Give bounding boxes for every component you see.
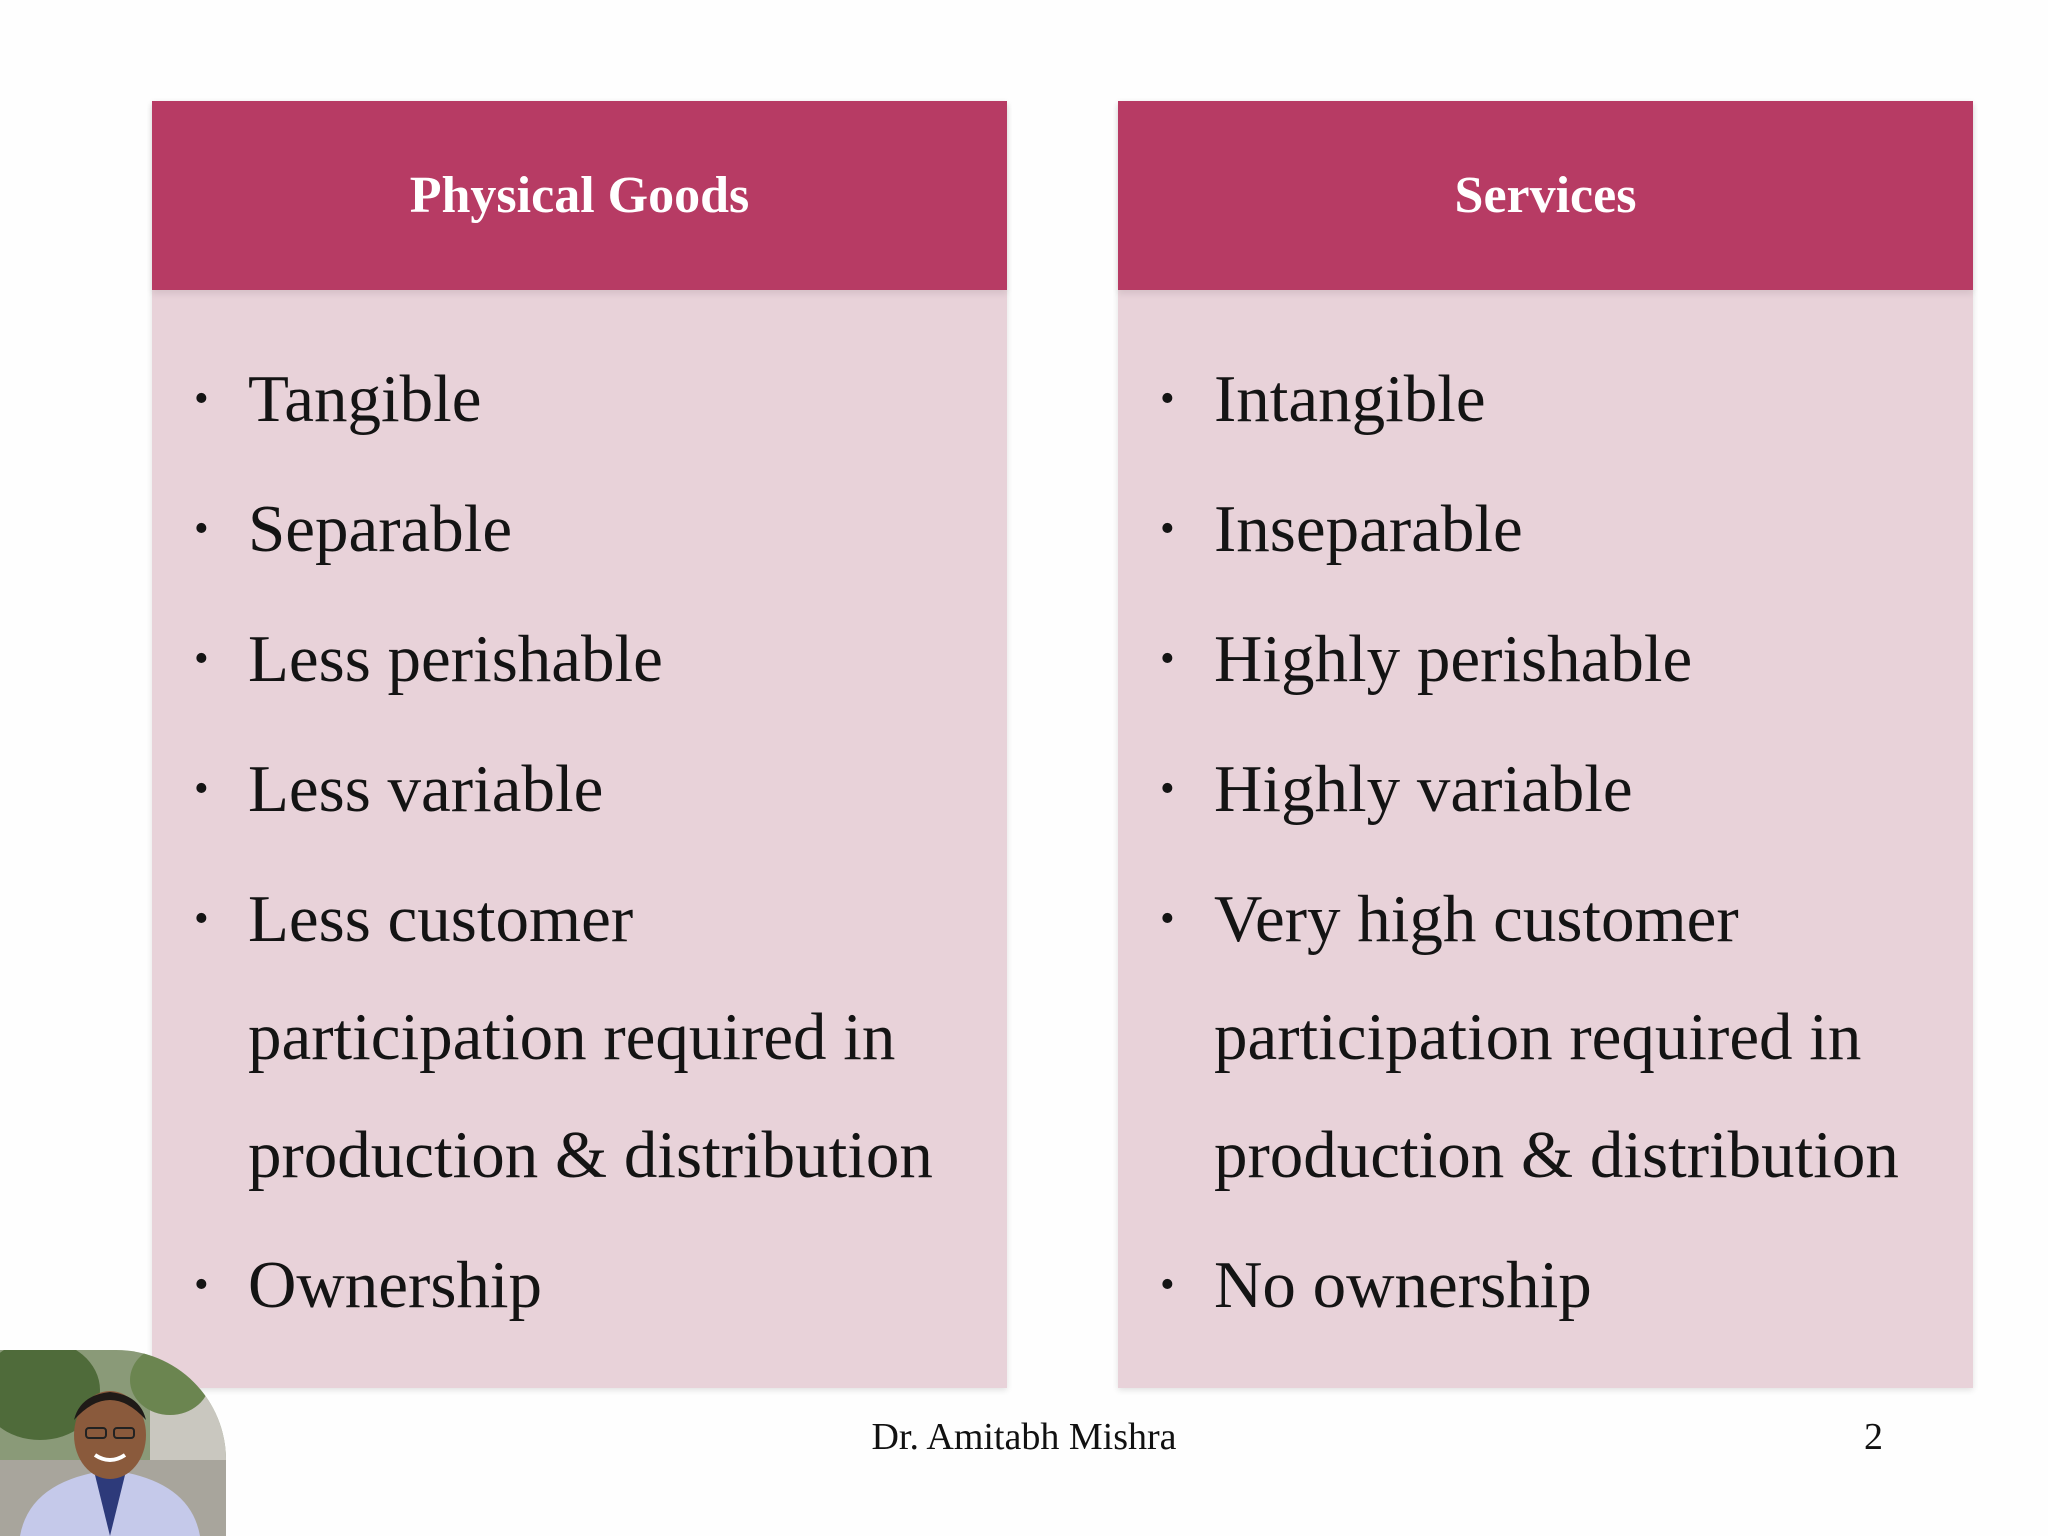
bullet-icon: • (1160, 636, 1175, 682)
bullet-icon: • (194, 896, 209, 942)
list-item: • Less customer participation required in production & distribution (184, 860, 977, 1214)
physical-goods-header: Physical Goods (152, 101, 1007, 290)
list-item: • Tangible (184, 340, 977, 458)
services-panel (1118, 101, 1973, 1388)
bullet-icon: • (194, 1262, 209, 1308)
physical-goods-panel (152, 101, 1007, 1388)
list-item: • No ownership (1150, 1226, 1943, 1344)
bullet-icon: • (1160, 1262, 1175, 1308)
bullet-icon: • (1160, 376, 1175, 422)
list-item: • Highly perishable (1150, 600, 1943, 718)
bullet-icon: • (194, 766, 209, 812)
bullet-icon: • (194, 506, 209, 552)
list-item: • Ownership (184, 1226, 977, 1344)
physical-goods-list (152, 290, 1007, 1344)
page-number: 2 (1864, 1416, 1883, 1458)
services-header: Services (1118, 101, 1973, 290)
list-item: • Separable (184, 470, 977, 588)
bullet-icon: • (194, 376, 209, 422)
list-item: • Intangible (1150, 340, 1943, 458)
footer-author: Dr. Amitabh Mishra (871, 1416, 1177, 1458)
list-item: • Highly variable (1150, 730, 1943, 848)
bullet-icon: • (1160, 766, 1175, 812)
bullet-icon: • (1160, 506, 1175, 552)
list-item: • Inseparable (1150, 470, 1943, 588)
bullet-icon: • (194, 636, 209, 682)
list-item: • Less perishable (184, 600, 977, 718)
list-item: • Less variable (184, 730, 977, 848)
services-list (1118, 290, 1973, 1344)
bullet-icon: • (1160, 896, 1175, 942)
list-item: • Very high customer participation required in production & distribution (1150, 860, 1943, 1214)
